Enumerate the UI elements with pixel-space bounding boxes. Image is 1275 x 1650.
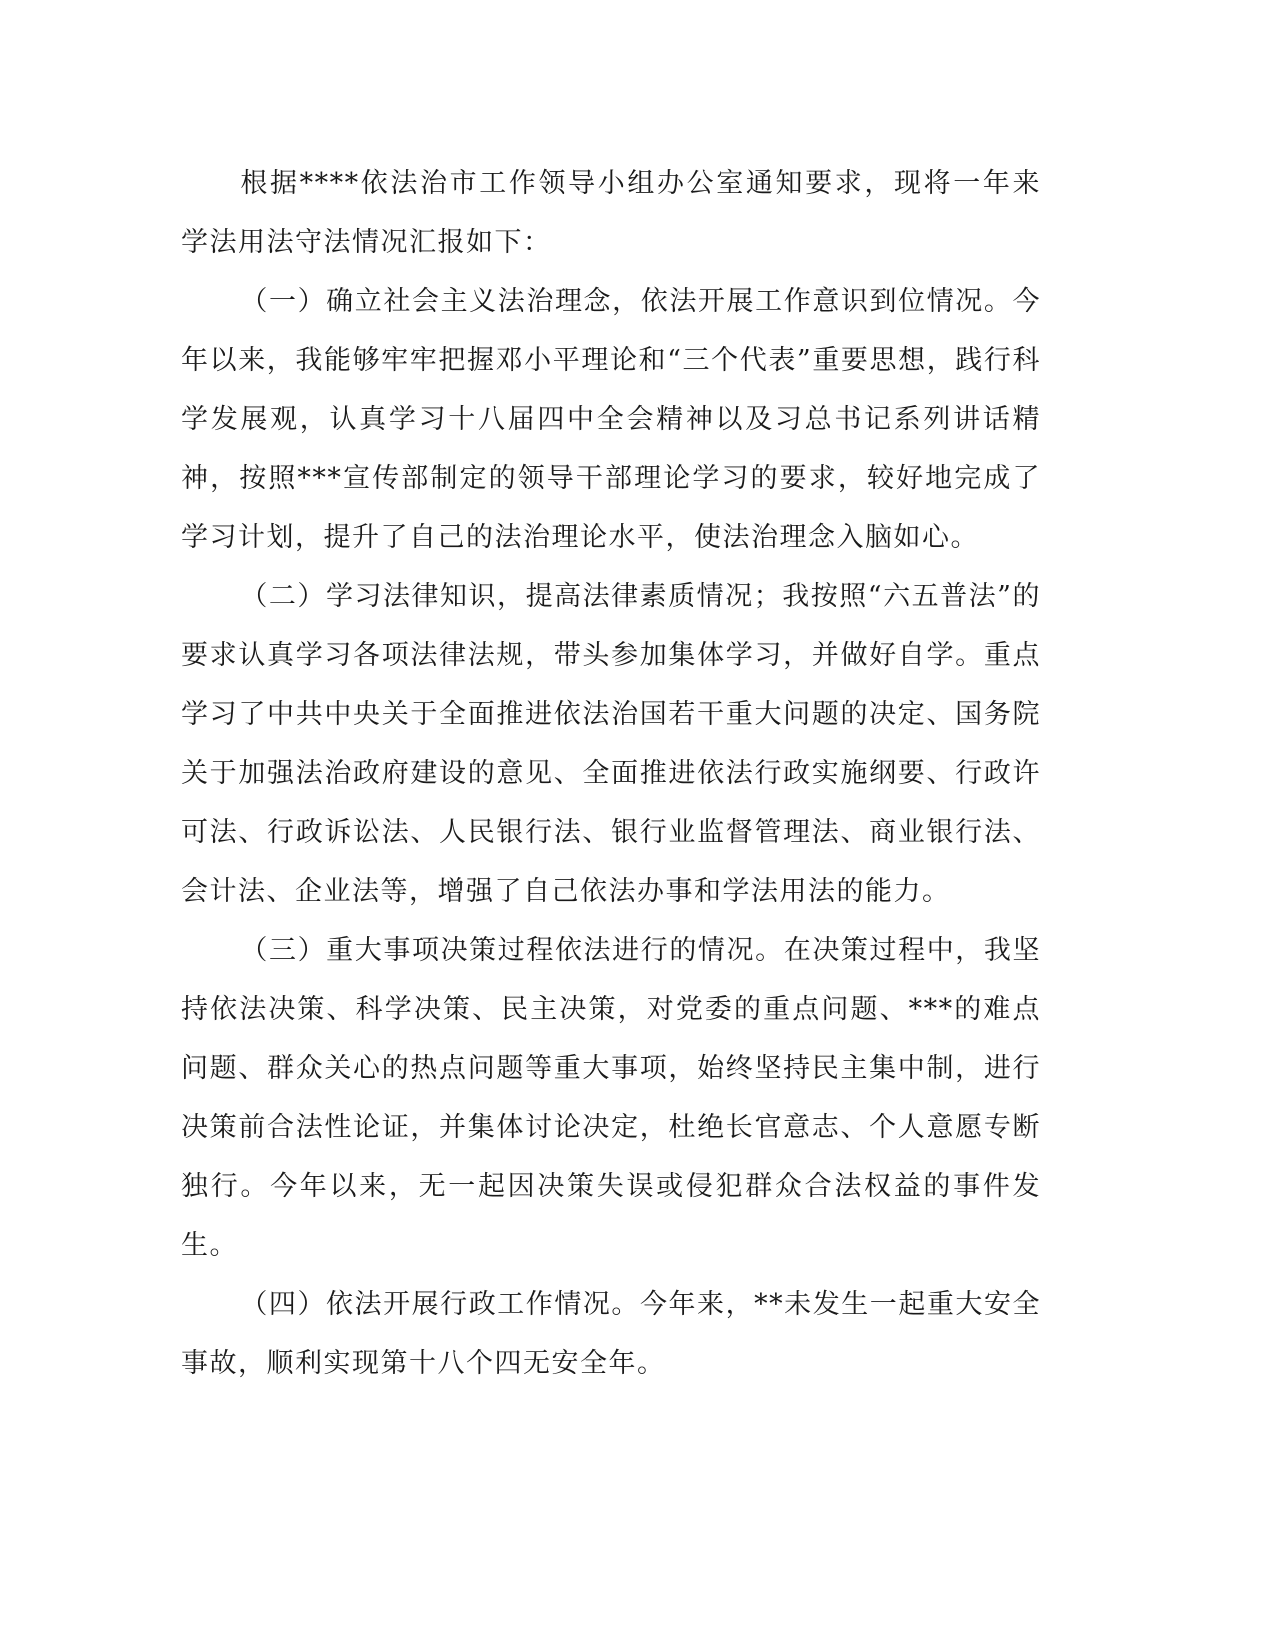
paragraph-section-2: （二）学习法律知识，提高法律素质情况；我按照“六五普法”的要求认真学习各项法律法规，带头参加集体学习，并做好自学。重点学习了中共中央关于全面推进依法治国若干重大问题的决定、国务院关于加强法治政府建设的意见、全面推进依法行政实施纲要、行政许可法、行政诉讼法、人民银行法、银行业监督管理法、商业银行法、会计法、企业法等，增强了自己依法办事和学法用法的能力。	[181, 581, 1041, 907]
paragraph-section-1: （一）确立社会主义法治理念，依法开展工作意识到位情况。今年以来，我能够牢牢把握邓小平理论和“三个代表”重要思想，践行科学发展观，认真学习十八届四中全会精神以及习总书记系列讲话精神，按照***宣传部制定的领导干部理论学习的要求，较好地完成了学习计划，提升了自己的法治理论水平，使法治理念入脑如心。	[181, 286, 1041, 553]
paragraph-section-3: （三）重大事项决策过程依法进行的情况。在决策过程中，我坚持依法决策、科学决策、民主决策，对党委的重点问题、***的难点问题、群众关心的热点问题等重大事项，始终坚持民主集中制，进行决策前合法性论证，并集体讨论决定，杜绝长官意志、个人意愿专断独行。今年以来，无一起因决策失误或侵犯群众合法权益的事件发生。	[181, 935, 1041, 1261]
paragraph-section-4: （四）依法开展行政工作情况。今年来，**未发生一起重大安全事故，顺利实现第十八个四无安全年。	[181, 1289, 1041, 1379]
paragraph-intro: 根据****依法治市工作领导小组办公室通知要求，现将一年来学法用法守法情况汇报如下：	[181, 168, 1041, 258]
document-body	[181, 154, 1041, 1393]
